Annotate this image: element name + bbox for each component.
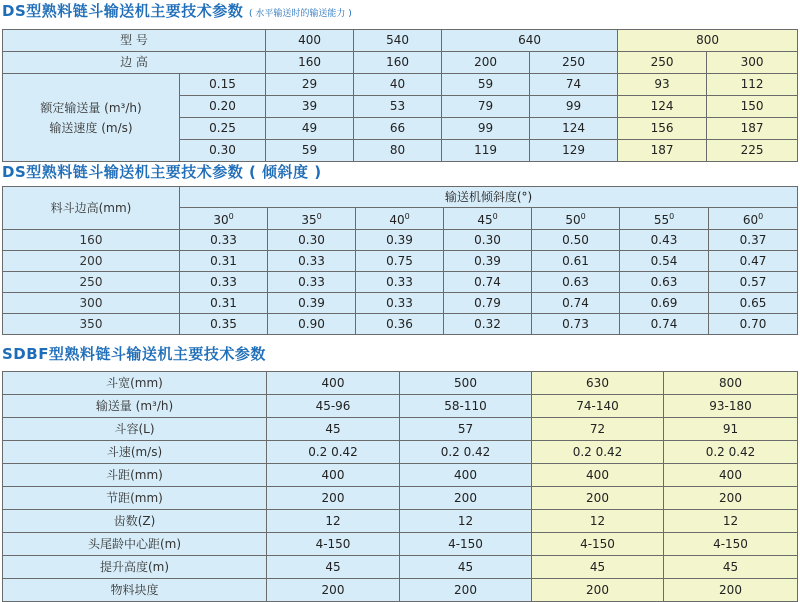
table2-cell: 0.39 (444, 251, 532, 272)
degree-sup: 0 (580, 212, 586, 221)
table1-edge: 300 (707, 52, 798, 74)
angle-value: 40 (389, 213, 405, 227)
table2-cell: 0.54 (620, 251, 709, 272)
table3-cell: 45 (267, 418, 400, 441)
table2-angle-header (620, 208, 709, 230)
angle-value: 35 (301, 213, 317, 227)
table1-title (2, 2, 798, 23)
table3-cell: 72 (532, 418, 664, 441)
table1-cell: 150 (707, 96, 798, 118)
table1-speed: 0.20 (180, 96, 266, 118)
table3-cell: 500 (400, 372, 532, 395)
table1-cell: 79 (442, 96, 530, 118)
table2-cell: 0.36 (356, 314, 444, 335)
table3-cell: 45 (532, 556, 664, 579)
table2-cell: 0.33 (268, 251, 356, 272)
table3-label: 提升高度(m) (3, 556, 267, 579)
table1-cell: 99 (530, 96, 618, 118)
table1-model-800: 800 (618, 30, 798, 52)
table3-cell: 200 (532, 487, 664, 510)
table2-edge-label: 料斗边高(mm) (3, 187, 180, 230)
table2-cell: 0.33 (356, 272, 444, 293)
table3-label: 物料块度 (3, 579, 267, 602)
table2-edge: 250 (3, 272, 180, 293)
table1-edge-label: 边 高 (3, 52, 266, 74)
table2-cell: 0.37 (709, 230, 798, 251)
table3-cell: 200 (532, 579, 664, 602)
table2-angle-header (180, 208, 268, 230)
table3-cell: 4-150 (664, 533, 798, 556)
section-sdbf (2, 345, 798, 602)
table2-cell: 0.75 (356, 251, 444, 272)
table3-label: 头尾龄中心距(m) (3, 533, 267, 556)
table1-title-text: DS型熟料链斗输送机主要技术参数 (2, 2, 244, 20)
table3-cell: 4-150 (400, 533, 532, 556)
table3-label: 齿数(Z) (3, 510, 267, 533)
degree-sup: 0 (404, 212, 410, 221)
table2-cell: 0.30 (444, 230, 532, 251)
table2-cell: 0.73 (532, 314, 620, 335)
table2-cell: 0.30 (268, 230, 356, 251)
table2-cell: 0.31 (180, 293, 268, 314)
table3-cell: 12 (532, 510, 664, 533)
table1-title-note: ( 水平输送时的输送能力 ) (249, 9, 352, 19)
table2-cell: 0.50 (532, 230, 620, 251)
table2-angle-label: 输送机倾斜度(°) (180, 187, 798, 208)
table3 (2, 371, 798, 602)
table3-cell: 0.2 0.42 (400, 441, 532, 464)
table3-label: 斗速(m/s) (3, 441, 267, 464)
table3-cell: 200 (664, 487, 798, 510)
section-ds-incline (2, 163, 798, 335)
table1-model-540: 540 (354, 30, 442, 52)
table3-cell: 4-150 (532, 533, 664, 556)
table2-cell: 0.65 (709, 293, 798, 314)
table3-label: 输送量 (m³/h) (3, 395, 267, 418)
table3-cell: 400 (267, 372, 400, 395)
table2-cell: 0.57 (709, 272, 798, 293)
table2-angle-header (268, 208, 356, 230)
table1-cell: 225 (707, 140, 798, 162)
table2-edge: 350 (3, 314, 180, 335)
degree-sup: 0 (669, 212, 675, 221)
table1-model-label: 型 号 (3, 30, 266, 52)
table3-cell: 45 (267, 556, 400, 579)
table1-cell: 156 (618, 118, 707, 140)
table2-cell: 0.74 (532, 293, 620, 314)
table2-angle-header (532, 208, 620, 230)
table3-cell: 91 (664, 418, 798, 441)
table1-speed-label: 输送速度 (m/s) (49, 120, 133, 135)
table1 (2, 29, 798, 162)
table2-cell: 0.74 (444, 272, 532, 293)
table3-cell: 200 (400, 579, 532, 602)
table1-cell: 80 (354, 140, 442, 162)
table2-cell: 0.61 (532, 251, 620, 272)
table2-cell: 0.79 (444, 293, 532, 314)
table2-cell: 0.32 (444, 314, 532, 335)
table2-cell: 0.33 (356, 293, 444, 314)
table3-cell: 200 (400, 487, 532, 510)
table3-cell: 0.2 0.42 (532, 441, 664, 464)
table3-cell: 800 (664, 372, 798, 395)
angle-value: 60 (742, 213, 759, 227)
table2-cell: 0.39 (356, 230, 444, 251)
table3-cell: 200 (267, 579, 400, 602)
table2-title: DS型熟料链斗输送机主要技术参数 ( 倾斜度 ) (2, 163, 322, 181)
degree-sup: 0 (758, 212, 764, 221)
table2 (2, 186, 798, 335)
table2-cell: 0.31 (180, 251, 268, 272)
table3-cell: 12 (267, 510, 400, 533)
table1-cell: 124 (618, 96, 707, 118)
table3-cell: 400 (664, 464, 798, 487)
table1-cell: 124 (530, 118, 618, 140)
table1-edge: 160 (266, 52, 354, 74)
table2-cell: 0.33 (180, 272, 268, 293)
table3-label: 斗容(L) (3, 418, 267, 441)
table3-cell: 74-140 (532, 395, 664, 418)
table3-cell: 45-96 (267, 395, 400, 418)
table3-cell: 45 (400, 556, 532, 579)
table1-edge: 200 (442, 52, 530, 74)
table1-cell: 112 (707, 74, 798, 96)
table1-edge: 250 (530, 52, 618, 74)
table3-label: 斗宽(mm) (3, 372, 267, 395)
table1-row-label (3, 74, 180, 162)
table1-cell: 187 (707, 118, 798, 140)
table1-speed: 0.30 (180, 140, 266, 162)
angle-value: 55 (653, 213, 670, 227)
table3-cell: 57 (400, 418, 532, 441)
table2-edge: 300 (3, 293, 180, 314)
table1-model-400: 400 (266, 30, 354, 52)
angle-value: 45 (477, 213, 493, 227)
table1-model-640: 640 (442, 30, 618, 52)
section-ds-horizontal (2, 2, 798, 162)
table2-cell: 0.33 (268, 272, 356, 293)
table1-speed: 0.15 (180, 74, 266, 96)
table3-title: SDBF型熟料链斗输送机主要技术参数 (2, 345, 266, 363)
table1-cell: 59 (266, 140, 354, 162)
table2-cell: 0.90 (268, 314, 356, 335)
table1-cell: 29 (266, 74, 354, 96)
table1-cell: 187 (618, 140, 707, 162)
degree-sup: 0 (492, 212, 498, 221)
table1-speed: 0.25 (180, 118, 266, 140)
table3-cell: 12 (400, 510, 532, 533)
table1-capacity-label: 额定输送量 (m³/h) (40, 100, 142, 115)
table1-cell: 53 (354, 96, 442, 118)
table3-cell: 45 (664, 556, 798, 579)
table2-cell: 0.33 (180, 230, 268, 251)
table3-cell: 93-180 (664, 395, 798, 418)
table3-label: 斗距(mm) (3, 464, 267, 487)
table2-edge: 200 (3, 251, 180, 272)
angle-value: 30 (213, 213, 229, 227)
table1-cell: 49 (266, 118, 354, 140)
table2-angle-header (709, 208, 798, 230)
table3-cell: 200 (267, 487, 400, 510)
table3-cell: 400 (532, 464, 664, 487)
table1-cell: 99 (442, 118, 530, 140)
table1-cell: 40 (354, 74, 442, 96)
table3-cell: 400 (400, 464, 532, 487)
degree-sup: 0 (316, 212, 322, 221)
table2-cell: 0.63 (532, 272, 620, 293)
table3-cell: 200 (664, 579, 798, 602)
table1-cell: 66 (354, 118, 442, 140)
table1-cell: 39 (266, 96, 354, 118)
table3-cell: 630 (532, 372, 664, 395)
table3-cell: 4-150 (267, 533, 400, 556)
table3-cell: 0.2 0.42 (664, 441, 798, 464)
table1-cell: 129 (530, 140, 618, 162)
table3-cell: 400 (267, 464, 400, 487)
table1-cell: 119 (442, 140, 530, 162)
table1-cell: 93 (618, 74, 707, 96)
angle-value: 50 (565, 213, 581, 227)
table2-cell: 0.74 (620, 314, 709, 335)
table1-cell: 59 (442, 74, 530, 96)
table2-cell: 0.35 (180, 314, 268, 335)
table2-cell: 0.69 (620, 293, 709, 314)
table2-cell: 0.63 (620, 272, 709, 293)
table1-cell: 74 (530, 74, 618, 96)
table3-cell: 58-110 (400, 395, 532, 418)
table3-cell: 0.2 0.42 (267, 441, 400, 464)
table2-cell: 0.70 (709, 314, 798, 335)
table1-edge: 250 (618, 52, 707, 74)
table2-angle-header (444, 208, 532, 230)
degree-sup: 0 (228, 212, 234, 221)
table3-label: 节距(mm) (3, 487, 267, 510)
table3-cell: 12 (664, 510, 798, 533)
table2-edge: 160 (3, 230, 180, 251)
table2-cell: 0.47 (709, 251, 798, 272)
table2-angle-header (356, 208, 444, 230)
table2-cell: 0.39 (268, 293, 356, 314)
table1-edge: 160 (354, 52, 442, 74)
table2-cell: 0.43 (620, 230, 709, 251)
